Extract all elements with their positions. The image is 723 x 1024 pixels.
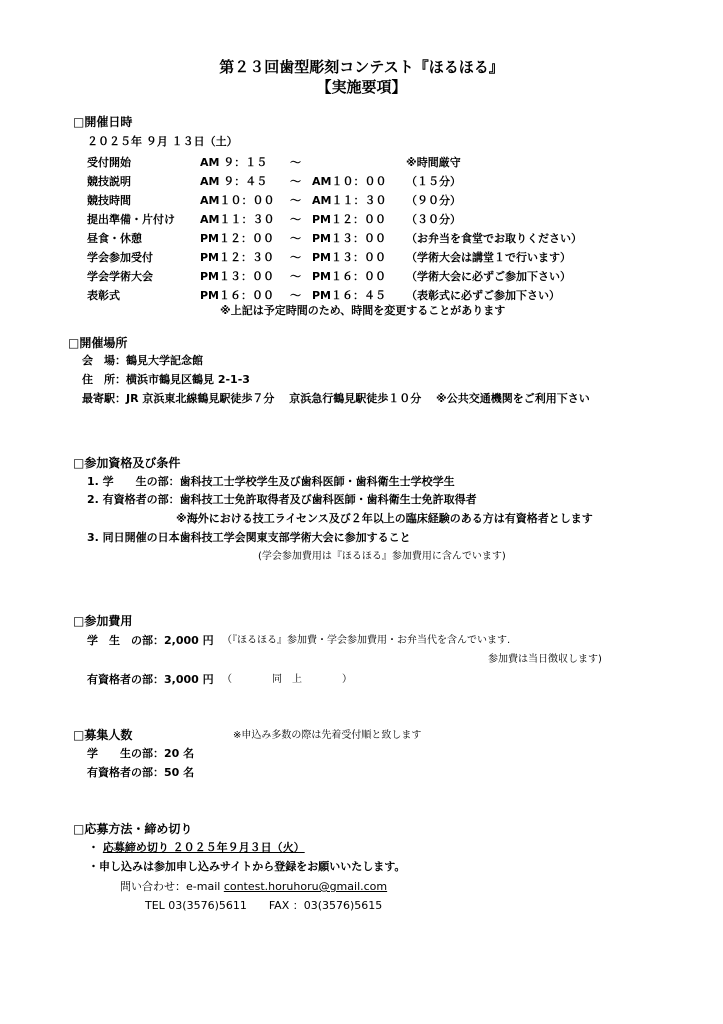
schedule-start-time: PM１２：００ bbox=[200, 231, 275, 245]
capacity-student: 学 生の部：20 名 bbox=[87, 747, 195, 760]
schedule-label: 学会学術大会 bbox=[87, 269, 153, 283]
schedule-note: （お弁当を食堂でお取りください） bbox=[406, 231, 582, 245]
schedule-end-time: PM１２：００ bbox=[312, 212, 387, 226]
schedule-separator: ～ bbox=[290, 193, 301, 207]
schedule-separator: ～ bbox=[290, 212, 301, 226]
page-subtitle: 【実施要項】 bbox=[316, 78, 407, 96]
schedule-separator: ～ bbox=[290, 288, 301, 302]
deadline-text: 応募締め切り ２０２５年９月３日（火） bbox=[102, 841, 305, 854]
capacity-heading: □募集人数 bbox=[73, 728, 133, 742]
fee-qualified: 有資格者の部：3,000 円 bbox=[87, 673, 214, 686]
schedule-note: （９０分） bbox=[406, 193, 461, 207]
schedule-start-time: AM ９：１５ bbox=[200, 155, 268, 169]
schedule-end-time: AM１０：００ bbox=[312, 174, 387, 188]
schedule-separator: ～ bbox=[290, 269, 301, 283]
schedule-label: 提出準備・片付け bbox=[87, 212, 175, 226]
contact-tel-fax: TEL 03(3576)5611 FAX ：03(3576)5615 bbox=[145, 899, 383, 912]
schedule-row bbox=[87, 209, 666, 228]
deadline-bullet: ・ bbox=[88, 841, 99, 854]
venue-station: 最寄駅：JR 京浜東北線鶴見駅徒歩７分 京浜急行鶴見駅徒歩１０分 ※公共交通機関をご利用下さい bbox=[82, 392, 590, 405]
schedule-note: ※時間厳守 bbox=[406, 155, 461, 169]
eligibility-item-3-note: (学会参加費用は『ほるほる』参加費用に含んでいます) bbox=[258, 551, 506, 562]
schedule-end-time: PM１３：００ bbox=[312, 250, 387, 264]
schedule-end-time: AM１１：３０ bbox=[312, 193, 387, 207]
schedule-row bbox=[87, 247, 666, 266]
schedule-note: （３０分） bbox=[406, 212, 461, 226]
schedule-label: 学会参加受付 bbox=[87, 250, 153, 264]
schedule-row bbox=[87, 171, 666, 190]
venue-address: 住 所：横浜市鶴見区鶴見 2-1-3 bbox=[82, 373, 250, 386]
contact-label: 問い合わせ：e-mail bbox=[120, 880, 224, 893]
schedule-label: 競技説明 bbox=[87, 174, 131, 188]
contact-email-link[interactable]: contest.horuhoru@gmail.com bbox=[223, 880, 388, 893]
schedule-label: 表彰式 bbox=[87, 288, 120, 302]
eligibility-item-2: 2. 有資格者の部：歯科技工士免許取得者及び歯科医師・歯科衛生士免許取得者 bbox=[87, 493, 477, 506]
schedule-row bbox=[87, 228, 666, 247]
fees-heading: □参加費用 bbox=[73, 614, 133, 628]
event-date: ２０２５年 ９月 １３日（土） bbox=[87, 135, 238, 148]
page-title: 第２３回歯型彫刻コンテスト『ほるほる』 bbox=[219, 58, 504, 76]
schedule-note: （学術大会は講堂１で行います） bbox=[406, 250, 571, 264]
application-heading: □応募方法・締め切り bbox=[73, 822, 193, 836]
schedule-table bbox=[87, 152, 666, 304]
application-deadline bbox=[88, 842, 305, 853]
schedule-note: （１５分） bbox=[406, 174, 461, 188]
schedule-end-time: PM１３：００ bbox=[312, 231, 387, 245]
schedule-separator: ～ bbox=[290, 250, 301, 264]
eligibility-item-2-note: ※海外における技工ライセンス及び２年以上の臨床経験のある方は有資格者とします bbox=[176, 512, 593, 525]
schedule-note: （表彰式に必ずご参加下さい） bbox=[406, 288, 560, 302]
schedule-start-time: AM１０：００ bbox=[200, 193, 275, 207]
capacity-note: ※申込み多数の際は先着受付順と致します bbox=[233, 730, 422, 741]
contact-line bbox=[120, 881, 387, 892]
schedule-end-time bbox=[312, 152, 406, 171]
schedule-separator: ～ bbox=[290, 231, 301, 245]
schedule-separator: ～ bbox=[290, 155, 301, 169]
schedule-heading: □開催日時 bbox=[73, 115, 133, 129]
fee-student-note: （『ほるほる』参加費・学会参加費用・お弁当代を含んでいます. bbox=[222, 635, 511, 646]
eligibility-item-1: 1. 学 生の部：歯科技工士学校学生及び歯科医師・歯科衛生士学校学生 bbox=[87, 475, 455, 488]
venue-heading: □開催場所 bbox=[68, 336, 128, 350]
schedule-row bbox=[87, 285, 666, 304]
schedule-row bbox=[87, 152, 666, 171]
fee-student-note-2: 参加費は当日徴収します) bbox=[488, 654, 602, 665]
schedule-start-time: AM１１：３０ bbox=[200, 212, 275, 226]
eligibility-heading: □参加資格及び条件 bbox=[73, 456, 181, 470]
fee-student: 学 生 の部：2,000 円 bbox=[87, 634, 214, 647]
eligibility-item-3: 3. 同日開催の日本歯科技工学会関東支部学術大会に参加すること bbox=[87, 531, 411, 544]
schedule-end-time: PM１６：００ bbox=[312, 269, 387, 283]
capacity-qualified: 有資格者の部：50 名 bbox=[87, 766, 195, 779]
schedule-start-time: AM ９：４５ bbox=[200, 174, 268, 188]
schedule-separator: ～ bbox=[290, 174, 301, 188]
schedule-note: （学術大会に必ずご参加下さい） bbox=[406, 269, 571, 283]
schedule-end-time: PM１６：４５ bbox=[312, 288, 387, 302]
schedule-row bbox=[87, 266, 666, 285]
schedule-label: 競技時間 bbox=[87, 193, 131, 207]
schedule-label: 昼食・休憩 bbox=[87, 231, 142, 245]
schedule-start-time: PM１６：００ bbox=[200, 288, 275, 302]
schedule-footnote: ※上記は予定時間のため、時間を変更することがあります bbox=[220, 304, 506, 317]
schedule-start-time: PM１３：００ bbox=[200, 269, 275, 283]
venue-hall: 会 場：鶴見大学記念館 bbox=[82, 354, 203, 367]
schedule-start-time: PM１２：３０ bbox=[200, 250, 275, 264]
schedule-row bbox=[87, 190, 666, 209]
fee-qualified-note: （ 同 上 ） bbox=[222, 674, 352, 685]
application-method: ・申し込みは参加申し込みサイトから登録をお願いいたします。 bbox=[88, 860, 406, 873]
schedule-label: 受付開始 bbox=[87, 155, 131, 169]
